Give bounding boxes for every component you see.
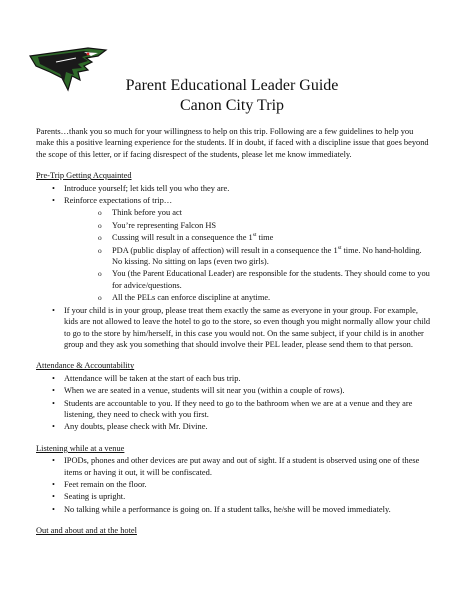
list-item: • Any doubts, please check with Mr. Divine.: [36, 421, 432, 432]
pretrip-list: [36, 183, 432, 351]
sub-list-item: o Think before you act: [64, 207, 432, 218]
section-heading-outabout: Out and about and at the hotel: [36, 526, 137, 536]
list-item: • No talking while a performance is going on. If a student talks, he/she will be moved immediately.: [36, 504, 432, 515]
intro-paragraph: Parents…thank you so much for your willingness to help on this trip. Following are a few guidelines to help you make this a positive learning experience for the students. If in doubt, if faced with a discipline issue that goes beyond the scope of this letter, or if facing disrespect of the students, please let me know immediately.: [36, 127, 429, 159]
sub-item-text: PDA (public display of affection) will result in a consequence the 1: [112, 245, 338, 255]
list-item: [36, 195, 432, 304]
sub-list-item: o All the PELs can enforce discipline at anytime.: [64, 292, 432, 303]
list-item: • If your child is in your group, please treat them exactly the same as everyone in your group. For example, kids are not allowed to leave the hotel to go to the store, so even though you might normally allow your child to go to the store by him/herself, in this case you would not. On the same subject, if your child is in another group and they ask you something that should involve their PEL leader, please send them to that person.: [36, 305, 432, 351]
document-subtitle: Canon City Trip: [179, 97, 285, 114]
superscript: st: [252, 232, 257, 239]
list-item: • IPODs, phones and other devices are put away and out of sight. If a student is observed using one of these items or having it out, it will be confiscated.: [36, 455, 432, 478]
list-item: • Students are accountable to you. If they need to go to the bathroom when we are at a venue and they are listening, they need to check with you first.: [36, 398, 432, 421]
title-block: [0, 76, 464, 116]
list-item: • When we are seated in a venue, students will sit near you (within a couple of rows).: [36, 385, 432, 396]
sub-list-item: [64, 232, 432, 243]
sub-item-text: time: [256, 233, 274, 243]
list-item: • Attendance will be taken at the start of each bus trip.: [36, 373, 432, 384]
list-item: • Seating is upright.: [36, 491, 432, 502]
list-item: • Introduce yourself; let kids tell you who they are.: [36, 183, 432, 194]
expectations-sublist: [64, 207, 432, 303]
sub-item-text: Cussing will result in a consequence the 1: [112, 233, 253, 243]
sub-item-text: time. No hand-holding. No kissing. No sitting on laps (even two girls).: [112, 245, 422, 267]
document-body: [36, 126, 432, 538]
section-heading-pretrip: Pre-Trip Getting Acquainted: [36, 171, 132, 181]
sub-list-item: [64, 245, 432, 268]
sub-list-item: o You’re representing Falcon HS: [64, 220, 432, 231]
listening-list: [36, 455, 432, 515]
list-item: • Feet remain on the floor.: [36, 479, 432, 490]
section-heading-attendance: Attendance & Accountability: [36, 361, 135, 371]
list-item-text: Reinforce expectations of trip…: [64, 196, 173, 206]
attendance-list: [36, 373, 432, 433]
section-heading-listening: Listening while at a venue: [36, 443, 125, 453]
superscript: st: [337, 244, 342, 251]
sub-list-item: o You (the Parent Educational Leader) are responsible for the students. They should come to you for advice/questions.: [64, 268, 432, 291]
document-title: Parent Educational Leader Guide: [125, 77, 339, 94]
